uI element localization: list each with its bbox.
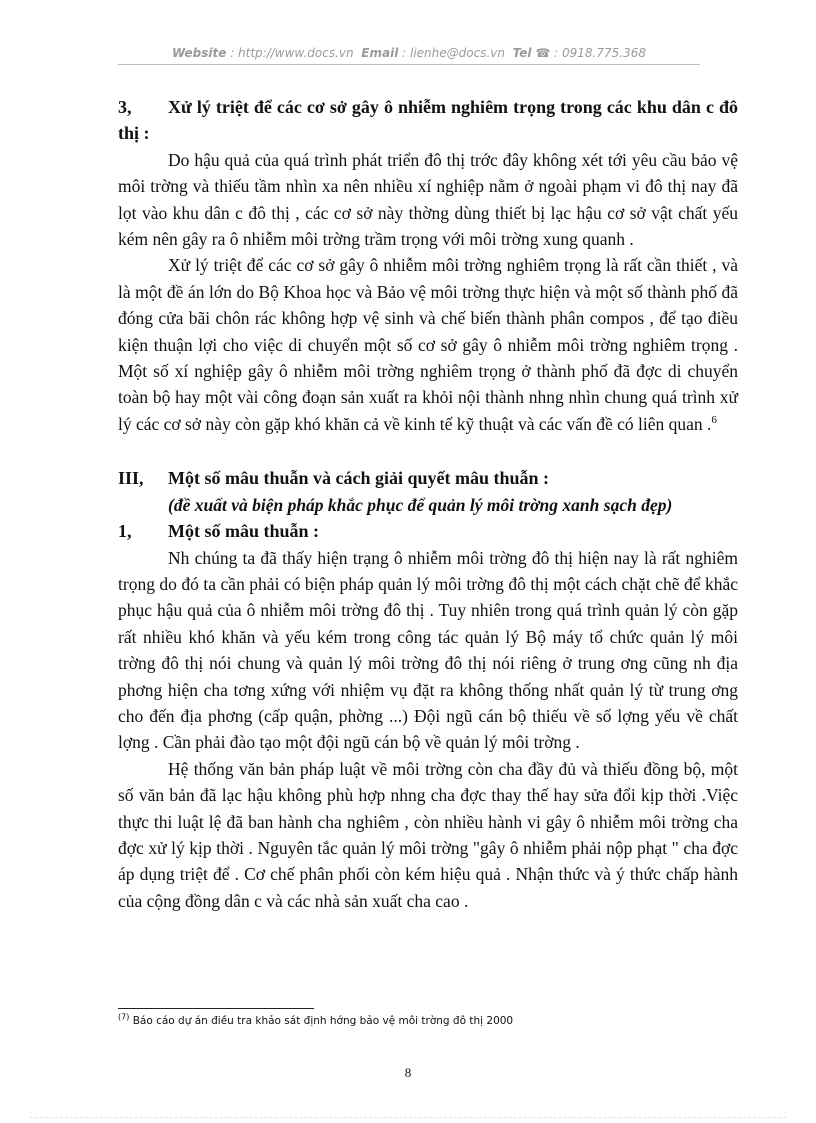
- page-header: [118, 46, 700, 60]
- footnote-divider: [118, 1008, 314, 1009]
- paragraph: [118, 147, 738, 253]
- section-title: Một số mâu thuẫn :: [168, 521, 320, 542]
- website-value[interactable]: : http://www.docs.vn: [230, 46, 354, 60]
- footnote-text: Báo cáo dự án điều tra khảo sát định hớng bảo vệ môi trờng đô thị 2000: [132, 1015, 514, 1027]
- email-label: Email: [361, 46, 399, 60]
- paragraph-text: Nh chúng ta đã thấy hiện trạng ô nhiễm môi trờng đô thị hiện nay là rất nghiêm trọng do đó ta cần phải có biện pháp quản lý môi trờng đô thị một cách chặt chẽ để khắc phục hậu quả của ô nhiễm môi trờng đô thị . Tuy nhiên trong quá trình quản lý còn gặp rất nhiều khó khăn và yếu kém trong công tác quản lý Bộ máy tổ chức quản lý môi trờng đô thị nói chung và quản lý môi trờng đô thị nói riêng ở trung ơng cũng nh địa phơng hiện cha tơng xứng với nhiệm vụ đặt ra không thống nhất quản lý từ trung ơng cho đến địa phơng (cấp quận, phờng ...) Đội ngũ cán bộ thiếu về số lợng yếu về chất lợng . Cần phải đào tạo một đội ngũ cán bộ về quản lý môi trờng .: [118, 547, 738, 753]
- footnote-marker: (7): [118, 1012, 130, 1022]
- page-bottom-border: [30, 1117, 786, 1118]
- document-body: [118, 88, 738, 914]
- tel-label: Tel: [512, 46, 532, 60]
- paragraph-text: Xử lý triệt để các cơ sở gây ô nhiễm môi trờng nghiêm trọng là rất cần thiết , và là một đề án lớn do Bộ Khoa học và Bảo vệ môi trờng thực hiện và một số thành phố đã đóng cửa bãi chôn rác không hợp vệ sinh và chế biến thành phân compos , để tạo điều kiện thuận lợi cho việc di chuyển một số cơ sở gây ô nhiễm môi trờng nghiêm trọng . Một số xí nghiệp gây ô nhiễm môi trờng nghiêm trọng ở thành phố đã đợc di chuyển toàn bộ hay một vài công đoạn sản xuất ra khỏi nội thành nhng nhìn chung quá trình xử lý các cơ sở này còn gặp khó khăn cả về kinh tế kỹ thuật và các vấn đề có liên quan .: [118, 255, 738, 434]
- footnote: [118, 1012, 738, 1027]
- section-title: Xử lý triệt để các cơ sở gây ô nhiễm nghiêm trọng trong các khu dân c đô thị :: [118, 97, 738, 144]
- paragraph: [118, 756, 738, 914]
- section-subheading: (đề xuất và biện pháp khắc phục để quản lý môi trờng xanh sạch đẹp): [168, 494, 673, 515]
- section-heading-1: [118, 518, 738, 544]
- page-number: 8: [404, 1065, 412, 1080]
- section-title: Một số mâu thuẫn và cách giải quyết mâu thuẫn :: [168, 468, 550, 489]
- section-number: III,: [118, 468, 144, 489]
- website-label: Website: [172, 46, 227, 60]
- section-number: 1,: [118, 521, 132, 542]
- paragraph: [118, 545, 738, 756]
- paragraph: [118, 252, 738, 437]
- paragraph-text: Hệ thống văn bản pháp luật về môi trờng còn cha đầy đủ và thiếu đồng bộ, một số văn bản đã lạc hậu không phù hợp nhng cha đợc thay thế hay sửa đổi kịp thời .Việc thực thi luật lệ đã ban hành cha nghiêm , còn nhiều hành vi gây ô nhiễm môi trờng cha đợc xử lý kịp thời . Nguyên tắc quản lý môi trờng "gây ô nhiễm phải nộp phạt " cha đợc áp dụng triệt để . Cơ chế phân phối còn kém hiệu quả . Nhận thức và ý thức chấp hành của cộng đồng dân c và các nhà sản xuất cha cao .: [118, 758, 738, 911]
- header-divider: [118, 64, 700, 65]
- section-heading-III: [118, 465, 738, 491]
- paragraph-text: Do hậu quả của quá trình phát triển đô thị trớc đây không xét tới yêu cầu bảo vệ môi trờng và thiếu tầm nhìn xa nên nhiều xí nghiệp nằm ở ngoài phạm vi đô thị nay đã lọt vào khu dân c đô thị , các cơ sở này thờng dùng thiết bị lạc hậu cơ sở vật chất yếu kém nên gây ra ô nhiễm môi trờng trầm trọng với môi trờng xung quanh .: [118, 149, 738, 250]
- footnote-ref[interactable]: 6: [711, 414, 717, 427]
- tel-value: : 0918.775.368: [554, 46, 646, 60]
- section-number: 3,: [118, 97, 132, 117]
- section-heading-3: [118, 94, 738, 147]
- phone-icon: ☎: [535, 46, 551, 60]
- email-value[interactable]: : lienhe@docs.vn: [402, 46, 505, 60]
